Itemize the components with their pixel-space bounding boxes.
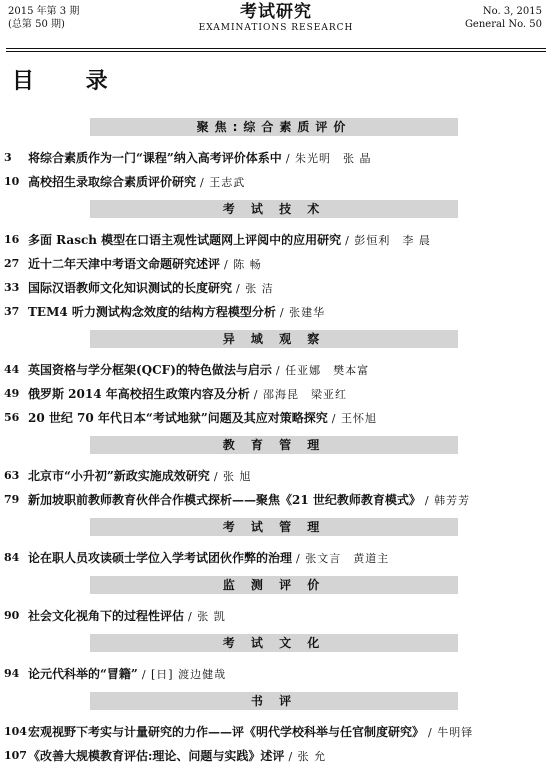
entry-title-text: 将综合素质作为一门“课程”纳入高考评价体系中 (28, 151, 282, 165)
entry-title-text: 宏观视野下考实与计量研究的力作——评《明代学校科举与任官制度研究》 (28, 725, 425, 739)
entry-page-number: 37 (4, 305, 20, 318)
entry-title-text: 20 世纪 70 年代日本“考试地狱”问题及其应对策略探究 (28, 411, 328, 425)
entry-title-text: TEM4 听力测试构念效度的结构方程模型分析 (28, 305, 276, 319)
issue-number-en: No. 3, 2015 (482, 6, 542, 17)
section-heading: 考 试 技 术 (90, 200, 458, 218)
entry-title-text: 国际汉语教师文化知识测试的长度研究 (28, 281, 233, 295)
general-number-en: General No. 50 (464, 19, 542, 30)
entry-title (28, 276, 274, 301)
journal-name-en: EXAMINATIONS RESEARCH (198, 23, 354, 33)
entry-author: / 张 允 (288, 750, 327, 763)
entry-title (28, 146, 372, 171)
toc-entry[interactable] (0, 406, 552, 430)
entry-author: / [日] 渡边健哉 (141, 668, 227, 681)
entry-page-number: 94 (4, 667, 20, 680)
page-title: 目 录 (12, 68, 130, 94)
entry-author: / 张文言 黄道主 (296, 552, 390, 565)
toc-entry[interactable] (0, 662, 552, 686)
section-heading: 考 试 管 理 (90, 518, 458, 536)
entry-page-number: 63 (4, 469, 20, 482)
entry-page-number: 79 (4, 493, 20, 506)
toc-entry[interactable] (0, 146, 552, 170)
entry-title (28, 604, 226, 629)
entry-title-text: 俄罗斯 2014 年高校招生政策内容及分析 (28, 387, 250, 401)
entry-title-text: 北京市“小升初”新政实施成效研究 (28, 469, 210, 483)
entry-title (28, 488, 470, 513)
header-rule-thin (6, 48, 546, 49)
entry-page-number: 84 (4, 551, 20, 564)
header-rule-thick (6, 51, 546, 52)
entry-page-number: 44 (4, 363, 20, 376)
toc-entry[interactable] (0, 252, 552, 276)
entry-author: / 张 凯 (188, 610, 226, 623)
toc-entry[interactable] (0, 488, 552, 512)
toc-entry[interactable] (0, 382, 552, 406)
section-heading: 聚焦:综合素质评价 (90, 118, 458, 136)
entry-author: / 张 旭 (213, 470, 252, 483)
entry-author: / 张建华 (279, 306, 326, 319)
entry-title-text: 近十二年天津中考语文命题研究述评 (28, 257, 221, 271)
entry-author: / 邵海昆 梁亚红 (253, 388, 347, 401)
entry-page-number: 3 (4, 151, 12, 164)
entry-author: / 朱光明 张 晶 (285, 152, 372, 165)
entry-author: / 王怀旭 (331, 412, 377, 425)
entry-page-number: 49 (4, 387, 20, 400)
toc-entry[interactable] (0, 228, 552, 252)
entry-title-text: 《改善大规模教育评估:理论、问题与实践》述评 (28, 749, 285, 763)
entry-page-number: 10 (4, 175, 20, 188)
entry-title-text: 论元代科举的“冒籍” (28, 667, 138, 681)
entry-author: / 王志武 (200, 176, 246, 189)
entry-title (28, 546, 389, 571)
journal-header (0, 0, 552, 54)
entry-title (28, 228, 431, 253)
entry-title-text: 多面 Rasch 模型在口语主观性试题网上评阅中的应用研究 (28, 233, 342, 247)
entry-title (28, 382, 347, 407)
entry-author: / 张 洁 (236, 282, 274, 295)
issue-year-number: 2015 年第 3 期 (8, 6, 80, 17)
entry-page-number: 107 (4, 749, 27, 762)
entry-title (28, 406, 377, 431)
entry-title (28, 662, 226, 687)
entry-page-number: 56 (4, 411, 20, 424)
entry-author: / 彭恒利 李 晨 (345, 234, 431, 247)
toc-entry[interactable] (0, 300, 552, 324)
entry-title-text: 新加坡职前教师教育伙伴合作模式探析——聚焦《21 世纪教师教育模式》 (28, 493, 421, 507)
entry-author: / 陈 畅 (224, 258, 262, 271)
entry-page-number: 33 (4, 281, 20, 294)
entry-author: / 韩芳芳 (424, 494, 471, 507)
toc-entry[interactable] (0, 358, 552, 382)
entry-title (28, 252, 262, 277)
toc-entry[interactable] (0, 464, 552, 488)
toc-entry[interactable] (0, 720, 552, 744)
entry-title-text: 社会文化视角下的过程性评估 (28, 609, 185, 623)
entry-title-text: 英国资格与学分框架(QCF)的特色做法与启示 (28, 363, 272, 377)
table-of-contents (0, 112, 552, 768)
section-heading: 异 域 观 察 (90, 330, 458, 348)
entry-page-number: 90 (4, 609, 20, 622)
entry-author: / 牛明铎 (428, 726, 474, 739)
toc-entry[interactable] (0, 604, 552, 628)
toc-entry[interactable] (0, 170, 552, 194)
section-heading: 监 测 评 价 (90, 576, 458, 594)
section-heading: 书 评 (90, 692, 458, 710)
issue-total-number: (总第 50 期) (8, 19, 65, 30)
entry-page-number: 16 (4, 233, 20, 246)
entry-title (28, 358, 369, 383)
issue-info-right (465, 5, 542, 31)
entry-title (28, 300, 325, 325)
entry-page-number: 104 (4, 725, 27, 738)
entry-title-text: 论在职人员攻读硕士学位入学考试团伙作弊的治理 (28, 551, 293, 565)
entry-title (28, 720, 473, 745)
entry-title (28, 464, 252, 489)
toc-entry[interactable] (0, 744, 552, 768)
toc-entry[interactable] (0, 276, 552, 300)
section-heading: 教 育 管 理 (90, 436, 458, 454)
toc-entry[interactable] (0, 546, 552, 570)
entry-title (28, 170, 245, 195)
entry-page-number: 27 (4, 257, 20, 270)
entry-author: / 任亚娜 樊本富 (275, 364, 370, 377)
journal-name-cn: 考试研究 (240, 2, 312, 22)
entry-title (28, 744, 326, 769)
entry-title-text: 高校招生录取综合素质评价研究 (28, 175, 197, 189)
section-heading: 考 试 文 化 (90, 634, 458, 652)
